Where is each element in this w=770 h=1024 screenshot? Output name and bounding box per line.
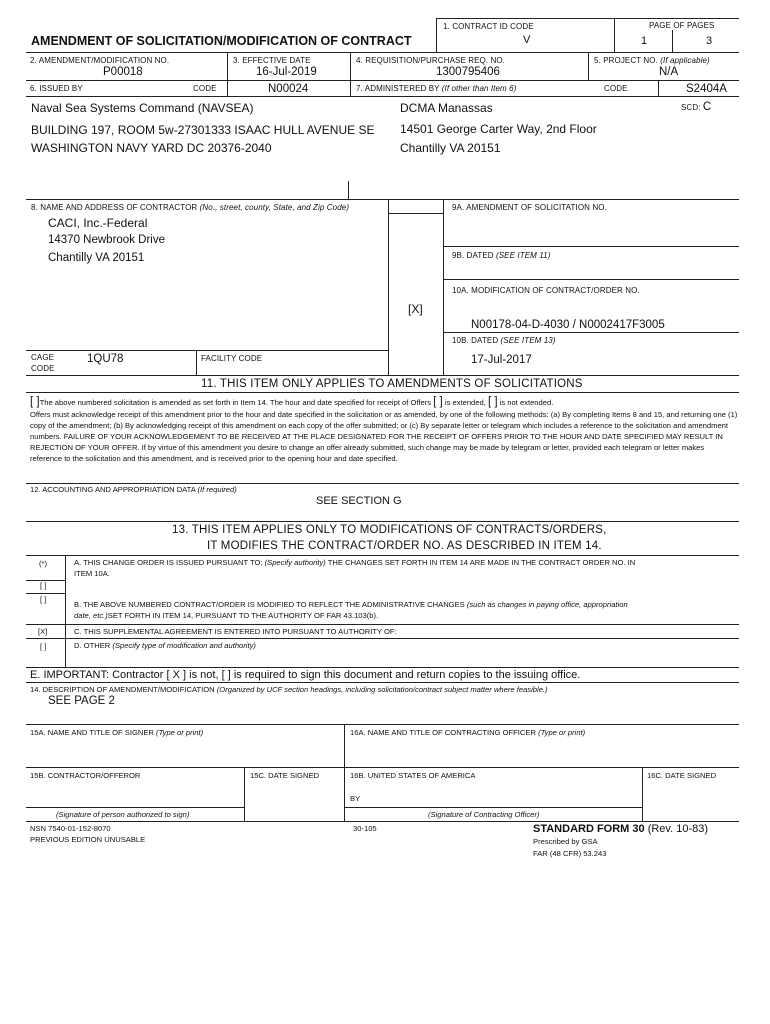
f7-label: 7. ADMINISTERED BY (If other than Item 6) [356,84,517,93]
f15a-label: 15A. NAME AND TITLE OF SIGNER (Type or print) [30,728,204,737]
mark-blank: [ ] [40,581,47,590]
f10a-value: N00178-04-D-4030 / N0002417F3005 [471,319,665,331]
important-line: E. IMPORTANT: Contractor [ X ] is not, [ ] is required to sign this document and return copies to the issuing office. [30,669,581,681]
issued-by-line1: Naval Sea Systems Command (NAVSEA) [31,101,254,115]
f10b-label: 10B. DATED (SEE ITEM 13) [452,336,556,345]
f16b-label: 16B. UNITED STATES OF AMERICA [350,771,476,780]
f15c-label: 15C. DATE SIGNED [250,771,320,780]
nsn: NSN 7540-01-152-8070 [30,824,111,833]
page-value: 1 [641,35,648,47]
f15b-label: 15B. CONTRACTOR/OFFEROR [30,771,141,780]
cage-value: 1QU78 [87,353,124,365]
f5-value: N/A [659,66,679,78]
page-of-pages-label: PAGE OF PAGES [649,21,715,30]
f14-label: 14. DESCRIPTION OF AMENDMENT/MODIFICATION (Organized by UCF section headings, including solicitation/contract subject matter where feasible.) [30,685,548,694]
admin-by-line2: 14501 George Carter Way, 2nd Floor [400,122,597,136]
far-ref: FAR (48 CFR) 53.243 [533,849,607,858]
f16c-label: 16C. DATE SIGNED [647,771,717,780]
contractor-line1: CACI, Inc.-Federal [48,216,148,230]
f16a-label: 16A. NAME AND TITLE OF CONTRACTING OFFICER (Type or print) [350,728,586,737]
facility-code-label: FACILITY CODE [201,354,263,363]
form-code: 30-105 [353,824,377,833]
by-label: BY [350,794,361,803]
f14-value: SEE PAGE 2 [48,695,115,707]
admin-by-line1: DCMA Manassas [400,101,493,115]
cage-label-1: CAGE [31,353,55,362]
f10b-value: 17-Jul-2017 [471,354,532,366]
prescribed-by: Prescribed by GSA [533,837,598,846]
item-a-line2: ITEM 10A. [74,569,110,578]
f9b-label: 9B. DATED (SEE ITEM 11) [452,251,551,260]
section11-paragraph: Offers must acknowledge receipt of this amendment prior to the hour and date specified in the solicitation or as amended, by one of the following methods: (a) By completing Items 8 and 15, and returning one (1) copy of the amendment; (b) By acknowledging receipt of this amendment on each copy of the offer submitted; or (c) By separate letter or telegram which includes a reference to the solicitation and amendment numbers. FAILURE OF YOUR ACKNOWLEDGEMENT TO BE RECEIVED AT THE PLACE DESIGNATED FOR THE RECEIPT OF OFFERS PRIOR TO THE HOUR AND DATE SPECIFIED MAY RESULT IN REJECTION OF YOUR OFFER. If by virtue of this amendment you desire to change an offer already submitted, such change may be made by telegram or letter, provided each telegram or letter makes reference to the solicitation and this amendment, and is received prior to the opening hour and date specified. [30,410,738,463]
item-a-text: A. THIS CHANGE ORDER IS ISSUED PURSUANT TO: (Specify authority) THE CHANGES SET FORTH IN ITEM 14 ARE MADE IN THE CONTRACT ORDER NO. IN [74,558,636,567]
f7-code-value: S2404A [686,83,727,95]
f3-label: 3. EFFECTIVE DATE [233,56,311,65]
f10a-label: 10A. MODIFICATION OF CONTRACT/ORDER NO. [452,286,640,295]
cage-label-2: CODE [31,364,55,373]
section13-title-2: IT MODIFIES THE CONTRACT/ORDER NO. AS DESCRIBED IN ITEM 14. [207,540,602,552]
item-d-text: D. OTHER (Specify type of modification and authority) [74,641,256,650]
standard-form: STANDARD FORM 30 (Rev. 10-83) [533,823,709,835]
item-b-line2: date, etc.)SET FORTH IN ITEM 14, PURSUANT TO THE AUTHORITY OF FAR 43.103(b). [74,611,379,620]
f12-label: 12. ACCOUNTING AND APPROPRIATION DATA (If required) [30,485,237,494]
f12-value: SEE SECTION G [316,495,402,507]
f6-code-label: CODE [193,84,217,93]
f5-label: 5. PROJECT NO. (If applicable) [594,56,710,65]
issued-by-line3: WASHINGTON NAVY YARD DC 20376-2040 [31,141,272,155]
issued-by-line2: BUILDING 197, ROOM 5w-27301333 ISAAC HULL AVENUE SE [31,123,375,137]
pages-value: 3 [706,35,713,47]
contractor-line3: Chantilly VA 20151 [48,252,145,264]
mark-c: [X] [38,627,48,636]
contractor-line2: 14370 Newbrook Drive [48,234,165,246]
f9a-label: 9A. AMENDMENT OF SOLICITATION NO. [452,203,607,212]
f8-label: 8. NAME AND ADDRESS OF CONTRACTOR (No., street, county, State, and Zip Code) [31,203,350,212]
f4-value: 1300795406 [436,66,500,78]
f3-value: 16-Jul-2019 [256,66,317,78]
mark-a: (*) [39,559,48,568]
item-c-text: C. THIS SUPPLEMENTAL AGREEMENT IS ENTERED INTO PURSUANT TO AUTHORITY OF: [74,627,397,636]
contract-id-label: 1. CONTRACT ID CODE [443,22,534,31]
mark-d: [ ] [40,642,47,651]
section11-line: [ ]The above numbered solicitation is amended as set forth in Item 14. The hour and date specified for receipt of Offers [ ] is extended, [ ] is not extended. [30,396,554,408]
f4-label: 4. REQUISITION/PURCHASE REQ. NO. [356,56,506,65]
form-title: AMENDMENT OF SOLICITATION/MODIFICATION OF CONTRACT [31,34,412,48]
item-b-text: B. THE ABOVE NUMBERED CONTRACT/ORDER IS MODIFIED TO REFLECT THE ADMINISTRATIVE CHANGES (such as changes in paying office, appropriation [74,600,628,609]
f2-label: 2. AMENDMENT/MODIFICATION NO. [30,56,170,65]
admin-by-line3: Chantilly VA 20151 [400,141,501,155]
sig-officer: (Signature of Contracting Officer) [428,810,540,819]
section11-title: 11. THIS ITEM ONLY APPLIES TO AMENDMENTS OF SOLICITATIONS [201,378,583,390]
section13-title-1: 13. THIS ITEM APPLIES ONLY TO MODIFICATIONS OF CONTRACTS/ORDERS, [172,524,607,536]
mark-10a: [X] [408,302,423,316]
f2-value: P00018 [103,66,143,78]
scd-label: SCD: C [681,101,712,113]
previous-edition: PREVIOUS EDITION UNUSABLE [30,835,146,844]
f7-code-label: CODE [604,84,628,93]
mark-b: [ ] [40,595,47,604]
contract-id-value: V [523,34,531,46]
f6-code-value: N00024 [268,83,309,95]
f6-label: 6. ISSUED BY [30,84,83,93]
sig-contractor: (Signature of person authorized to sign) [56,810,190,819]
